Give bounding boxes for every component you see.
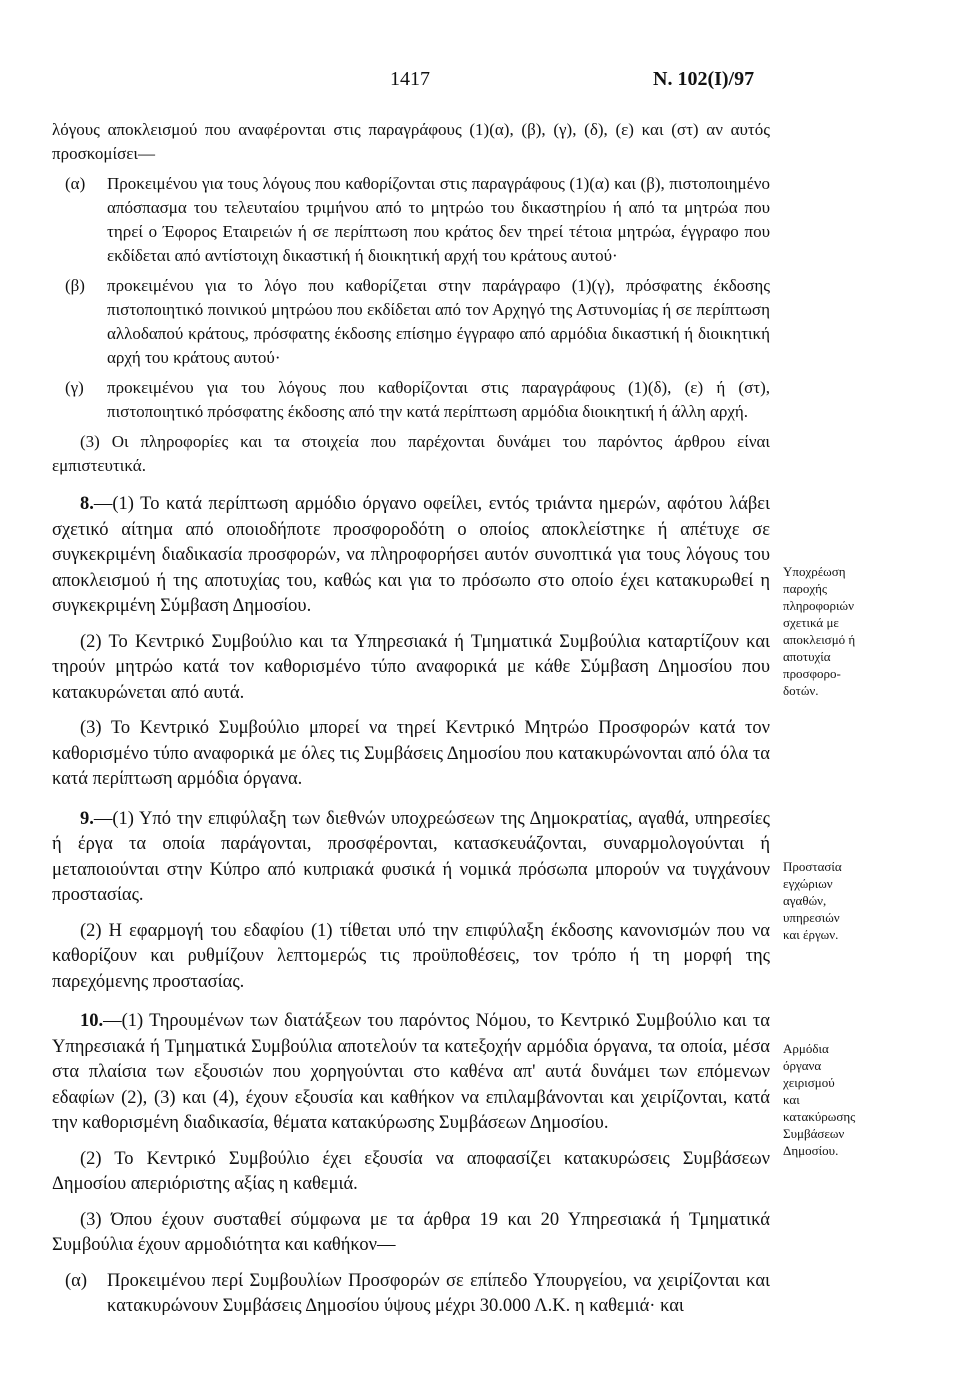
margin-note-line: Αρμόδια [783, 1041, 829, 1056]
item-text: Προκειμένου για τους λόγους που καθορίζονται στις παραγράφους (1)(α) και (β), πιστοποιημένο απόσπασμα του τελευταίου τριμήνου από το μητρώο του δικαστηρίου ή από τα μητρώα που τηρεί ο Έφορος Εταιρειών ή σε περίπτωση που κράτος δεν τηρεί τέτοια μητρώα, έγγραφο που εκδίδεται από αντίστοιχη δικαστική ή διοικητική αρχή του κράτους αυτού· [107, 174, 770, 265]
list-item [52, 1269, 770, 1320]
page-number: 1417 [390, 68, 430, 90]
section-10-subsection-2: (2) Το Κεντρικό Συμβούλιο έχει εξουσία να αποφασίζει κατακυρώσεις Συμβάσεων Δημοσίου απεριόριστης αξίας η καθεμιά. [52, 1148, 770, 1194]
section-text: —(1) Το κατά περίπτωση αρμόδιο όργανο οφείλει, εντός τριάντα ημερών, αφότου λάβει σχετικό αίτημα από οποιοδήποτε προσφοροδότη ο οποίος αποκλείστηκε ή απέτυχε σε συγκεκριμένη διαδικασία προσφορών, να πληροφορήσει αυτόν συνοπτικά για τους λόγους του αποκλεισμού ή της αποτυχίας του, καθώς και για το πρόσωπο στο οποίο έχει κατακυρωθεί η συγκεκριμένη Σύμβαση Δημοσίου. [52, 494, 770, 616]
margin-note-line: παροχής [783, 581, 828, 596]
section-text: —(1) Υπό την επιφύλαξη των διεθνών υποχρεώσεων της Δημοκρατίας, αγαθά, υπηρεσίες ή έργα τα οποία παράγονται, προσφέρονται, κατασκευάζονται, συναρμολογούνται ή μεταποιούνται στην Κύπρο από κυπριακά φυσικά ή νομικά πρόσωπα μπορούν να τυγχάνουν προστασίας. [52, 808, 770, 905]
section-number: 10. [80, 1011, 104, 1031]
item-text: προκειμένου για του λόγους που καθορίζονται στις παραγράφους (1)(δ), (ε) ή (στ), πιστοποιητικό πρόσφατης έκδοσης από την κατά περίπτωση αρμόδια διοικητική ή άλλη αρχή. [107, 378, 770, 421]
law-number: Ν. 102(Ι)/97 [653, 68, 755, 90]
margin-note-section-8 [783, 563, 923, 699]
margin-note-line: εγχώριων [783, 876, 833, 891]
item-text: Προκειμένου περί Συμβουλίων Προσφορών σε επίπεδο Υπουργείου, να χειρίζονται και κατακυρώνουν Συμβάσεις Δημοσίου ύψους μέχρι 30.000 Λ.Κ. η καθεμιά· και [107, 1270, 770, 1316]
margin-note-line: αποκλεισμό ή [783, 632, 856, 647]
margin-note-line: Συμβάσεων [783, 1126, 845, 1141]
margin-note-line: σχετικά με [783, 615, 839, 630]
section-8-subsection-3: (3) Το Κεντρικό Συμβούλιο μπορεί να τηρεί Κεντρικό Μητρώο Προσφορών κατά τον καθορισμένο τύπο αναφορικά με όλες τις Συμβάσεις Δημοσίου που κατακυρώνονται από όλα τα κατά περίπτωση αρμόδια όργανα. [52, 718, 770, 789]
margin-note-line: Προστασία [783, 859, 842, 874]
item-label: (α) [65, 174, 86, 193]
main-text [52, 118, 770, 1320]
margin-note-section-10 [783, 1040, 923, 1159]
section-9-subsection-2: (2) Η εφαρμογή του εδαφίου (1) τίθεται υπό την επιφύλαξη έκδοσης κανονισμών που να καθορίζουν και ρυθμίζουν λεπτομερώς τις προϋποθέσεις, τον τρόπο ή τη μορφή της παρεχόμενης προστασίας. [52, 920, 770, 992]
list-item [52, 274, 770, 370]
section-number: 9. [80, 808, 94, 829]
margin-note-line: όργανα [783, 1058, 822, 1073]
margin-note-section-9 [783, 858, 923, 943]
section-number: 8. [80, 494, 94, 514]
margin-note-line: υπηρεσιών [783, 910, 840, 925]
item-text: προκειμένου για το λόγο που καθορίζεται στην παράγραφο (1)(γ), πρόσφατης έκδοσης πιστοποιητικό ποινικού μητρώου που εκδίδεται από τον Αρχηγό της Αστυνομίας ή σε περίπτωση αλλοδαπού κράτους, πρόσφατης έκδοσης επίσημο έγγραφο από αρμόδια δικαστική ή διοικητική αρχή του κράτους αυτού· [107, 276, 770, 367]
margin-note-line: Δημοσίου. [783, 1143, 839, 1158]
intro-paragraph: λόγους αποκλεισμού που αναφέρονται στις παραγράφους (1)(α), (β), (γ), (δ), (ε) και (στ) αν αυτός προσκομίσει— [52, 120, 770, 163]
section-9-subsection-1 [52, 807, 770, 909]
subsection-3: (3) Οι πληροφορίες και τα στοιχεία που παρέχονται δυνάμει του παρόντος άρθρου είναι εμπιστευτικά. [52, 432, 770, 475]
item-label: (γ) [65, 378, 84, 397]
list-item [52, 172, 770, 268]
margin-note-line: αποτυχία [783, 649, 831, 664]
margin-note-line: δοτών. [783, 683, 819, 698]
margin-note-line: πληροφοριών [783, 598, 854, 613]
margin-note-line: αγαθών, [783, 893, 827, 908]
margin-note-line: προσφορο- [783, 666, 841, 681]
margin-note-line: και [783, 1092, 800, 1107]
margin-note-line: Υποχρέωση [783, 564, 846, 579]
list-item [52, 376, 770, 424]
margin-note-line: κατακύρωσης [783, 1109, 856, 1124]
item-label: (α) [65, 1270, 88, 1291]
margin-note-line: και έργων. [783, 927, 839, 942]
section-8-subsection-1 [52, 492, 770, 620]
margin-note-line: χειρισμού [783, 1075, 835, 1090]
section-10-subsection-1 [52, 1009, 770, 1137]
section-8-subsection-2: (2) Το Κεντρικό Συμβούλιο και τα Υπηρεσιακά ή Τμηματικά Συμβούλια καταρτίζουν και τηρούν μητρώο κατά τον καθορισμένο τύπο αναφορικά με κάθε Σύμβαση Δημοσίου που κατακυρώνεται από αυτά. [52, 631, 770, 703]
section-text: —(1) Τηρουμένων των διατάξεων του παρόντος Νόμου, το Κεντρικό Συμβούλιο και τα Υπηρεσιακά ή Τμηματικά Συμβούλια αποτελούν τα κατεξοχήν αρμόδια όργανα, τα οποία, μέσα στα πλαίσια των εξουσιών που χορηγούνται στο καθένα απ' αυτά δυνάμει των επόμενων εδαφίων (2), (3) και (4), έχουν εξουσία και καθήκον να επιλαμβάνονται και χειρίζονται, κατά την καθορισμένη διαδικασία, θέματα κατακύρωσης Συμβάσεων Δημοσίου. [52, 1011, 770, 1133]
item-label: (β) [65, 276, 85, 295]
section-10-subsection-3: (3) Όπου έχουν συσταθεί σύμφωνα με τα άρθρα 19 και 20 Υπηρεσιακά ή Τμηματικά Συμβούλια έχουν αρμοδιότητα και καθήκον— [52, 1209, 770, 1255]
